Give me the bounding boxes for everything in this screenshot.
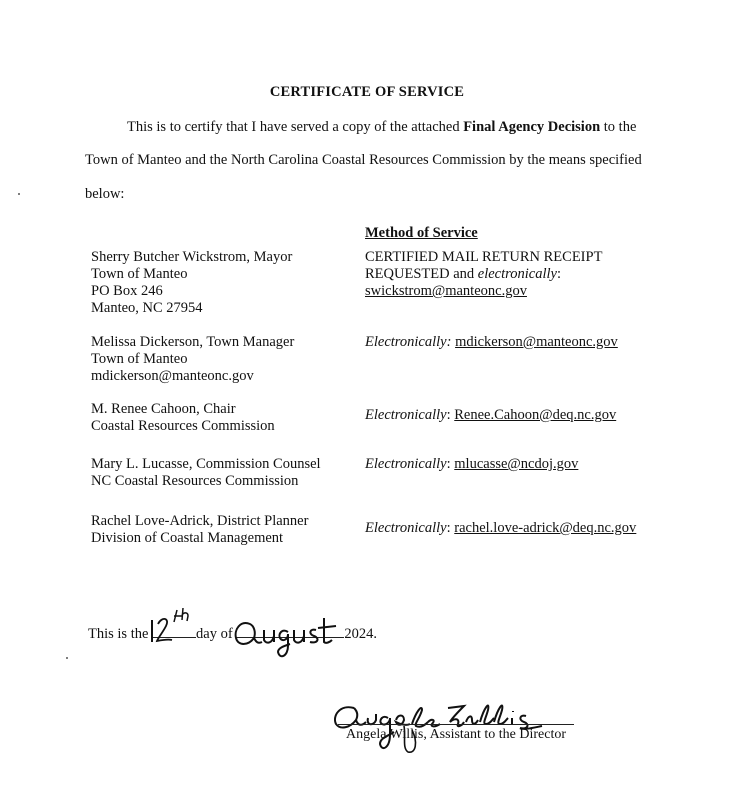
recipient-line: mdickerson@manteonc.gov — [91, 368, 254, 384]
recipient-line: NC Coastal Resources Commission — [91, 473, 299, 489]
document-title: CERTIFICATE OF SERVICE — [269, 84, 465, 100]
method-text: REQUESTED and — [365, 266, 478, 282]
recipient-line: Mary L. Lucasse, Commission Counsel — [91, 456, 321, 472]
recipient-5 — [91, 513, 308, 547]
intro-text: This is to certify that I have served a copy of the attached — [127, 119, 464, 135]
intro-line-1 — [127, 117, 636, 137]
method-5 — [365, 520, 636, 537]
email-link[interactable]: mlucasse@ncdoj.gov — [454, 456, 579, 472]
recipient-line: Coastal Resources Commission — [91, 418, 275, 434]
method-label: Electronically — [365, 456, 447, 472]
email-link[interactable]: swickstrom@manteonc.gov — [365, 283, 527, 299]
intro-line-2: Town of Manteo and the North Carolina Coastal Resources Commission by the means specified — [85, 152, 642, 168]
final-agency-decision-text: Final Agency Decision — [463, 119, 601, 135]
recipient-line: Division of Coastal Management — [91, 530, 284, 546]
handwritten-month — [232, 612, 344, 664]
recipient-line: Town of Manteo — [91, 351, 188, 367]
recipient-4 — [91, 456, 321, 490]
signer-name-title: Angela Willis, Assistant to the Director — [346, 727, 567, 742]
method-3 — [365, 407, 616, 424]
method-label: Electronically — [365, 407, 447, 423]
method-2 — [365, 334, 618, 351]
method-label: Electronically: — [365, 334, 452, 350]
recipient-3 — [91, 401, 275, 435]
email-link[interactable]: mdickerson@manteonc.gov — [455, 334, 618, 350]
recipient-line: M. Renee Cahoon, Chair — [91, 401, 236, 417]
signature-line — [338, 724, 574, 725]
recipient-1 — [91, 249, 292, 317]
scan-speck — [66, 657, 68, 659]
handwritten-day — [146, 606, 196, 646]
method-italic: electronically — [477, 266, 557, 282]
recipient-line: PO Box 246 — [91, 283, 163, 299]
method-1 — [365, 249, 602, 300]
method-line: Electronically: Renee.Cahoon@deq.nc.gov — [365, 407, 617, 423]
method-of-service-heading: Method of Service — [365, 225, 478, 241]
intro-line-3: below: — [85, 186, 125, 202]
method-line: Electronically: mlucasse@ncdoj.gov — [365, 456, 579, 472]
email-link[interactable]: Renee.Cahoon@deq.nc.gov — [454, 407, 617, 423]
method-line — [365, 266, 602, 283]
method-4 — [365, 456, 578, 473]
recipient-line: Sherry Butcher Wickstrom, Mayor — [91, 249, 293, 265]
recipient-line: Manteo, NC 27954 — [91, 300, 203, 316]
recipient-line: Town of Manteo — [91, 266, 188, 282]
date-prefix: This is the — [88, 626, 153, 642]
email-link[interactable]: rachel.love-adrick@deq.nc.gov — [454, 520, 637, 536]
method-label: Electronically — [365, 520, 447, 536]
date-middle: day of — [196, 626, 237, 642]
date-year: 2024. — [344, 626, 377, 642]
method-line: Electronically: rachel.love-adrick@deq.nc.gov — [365, 520, 637, 536]
intro-text-end: to the — [600, 119, 637, 135]
scan-speck — [18, 193, 20, 195]
recipient-line: Rachel Love-Adrick, District Planner — [91, 513, 309, 529]
recipient-line: Melissa Dickerson, Town Manager — [91, 334, 295, 350]
method-colon: : — [556, 266, 561, 282]
recipient-2 — [91, 334, 294, 385]
method-line — [365, 334, 618, 351]
method-line: CERTIFIED MAIL RETURN RECEIPT — [365, 249, 603, 265]
